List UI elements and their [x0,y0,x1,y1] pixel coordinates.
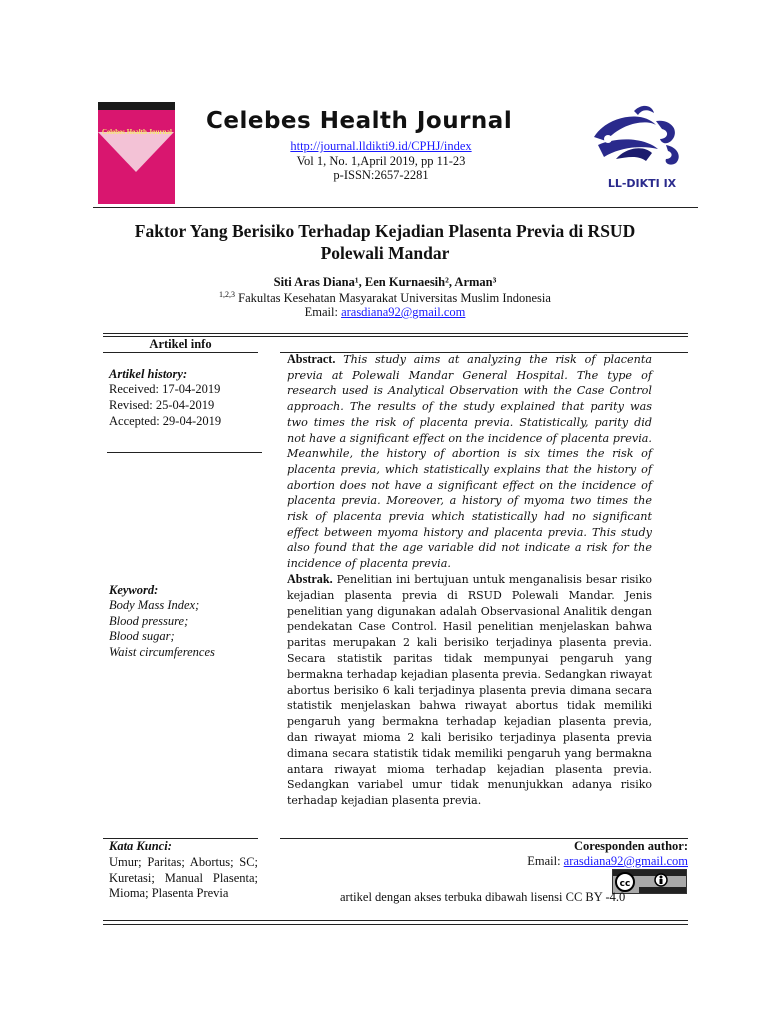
affiliation-superscript: 1,2,3 [219,290,236,299]
footer-border [103,920,688,921]
keyword-item: Blood sugar; [109,629,175,643]
kata-kunci-text: Umur; Paritas; Abortus; SC; Kuretasi; Manual Plasenta; Mioma; Plasenta Previa [109,855,258,900]
affiliation-text: Fakultas Kesehatan Masyarakat Universitas Muslim Indonesia [235,291,551,306]
artikel-info-heading: Artikel info [149,337,212,351]
footer-border-double [103,924,688,925]
keyword-item: Waist circumferences [109,644,215,659]
corresponding-email-link[interactable]: arasdiana92@gmail.com [563,854,688,868]
keyword-label: Keyword: [109,583,159,597]
revised-date: Revised: 25-04-2019 [109,398,215,412]
author-email-link[interactable]: arasdiana92@gmail.com [341,305,466,319]
accepted-date: Accepted: 29-04-2019 [109,414,222,428]
author-email-line [150,305,620,320]
keyword-list [109,598,215,660]
email-label: Email: [304,305,342,319]
header-divider [93,207,698,208]
journal-cover-image [98,102,175,204]
journal-url-line [240,139,522,154]
issn-line: p-ISSN:2657-2281 [333,168,429,182]
info-heading-underline [103,352,258,353]
lldikti-logo-text: LL-DIKTI IX [607,177,677,190]
corresponding-email-line [400,854,688,869]
article-title: Faktor Yang Berisiko Terhadap Kejadian Plasenta Previa di RSUD Polewali Mandar [134,221,636,263]
volume-line: Vol 1, No. 1,April 2019, pp 11-23 [296,154,466,168]
history-divider [107,452,262,453]
keyword-item: Blood pressure; [109,613,189,628]
abstract-english [287,352,652,572]
affiliation [150,290,620,306]
cover-title: Celebes Health Journal [102,128,172,136]
abstract-indonesian [287,572,652,809]
keyword-item: Body Mass Index; [109,598,200,612]
abstract-text: This study aims at analyzing the risk of placenta previa at Polewali Mandar General Hospital. The type of research used is Analytical Observation with the Case Control approach. The results of the study explained that parity was two times the risk of placenta previa. Statistically, parity did not have a significant effect on the incidence of placenta previa. Meanwhile, the history of abortion is six times the risk of placenta previa, which statistically explains that the history of abortion does not have a significant effect on the incidence of placenta previa. Moreover, a history of myoma two times the risk of placenta previa which statistically had no significant effect between myoma history and placenta previa. This study also found that the age variable did not indicate a risk for the incidence of placenta previa. [287,353,652,571]
lldikti-logo [586,97,696,192]
journal-url-link[interactable]: http://journal.lldikti9.id/CPHJ/index [290,139,472,153]
info-top-border [103,333,688,334]
abstrak-text: Penelitian ini bertujuan untuk menganalisis besar risiko kejadian plasenta previa di RSUD Polewali Mandar. Jenis penelitian yang digunakan adalah Observasional Analitik dengan pendekatan Case Control. Hasil penelitian menjelaskan bahwa paritas merupakan 2 kali berisiko terjadinya plasenta previa. Secara statistik paritas tidak mempunyai pengaruh yang bermakna terhadap kejadian plasenta previa. Sedangkan riwayat abortus berisiko 6 kali terjadinya plasenta previa dimana secara statistik menjelaskan bahwa riwayat abortus tidak memiliki pengaruh yang bermakna terhadap kejadian plasenta previa, dan riwayat mioma 2 kali berisiko terjadinya plasenta previa dimana secara statistik tidak memiliki pengaruh yang bermakna antara riwayat mioma terhadap kejadian plasenta previa. Sedangkan variabel umur tidak menunjukkan adanya risiko terhadap kejadian plasenta previa. [287,573,652,808]
authors: Siti Aras Diana¹, Een Kurnaesih², Arman³ [273,275,497,289]
corresponding-author-label: Coresponden author: [573,839,688,853]
abstrak-label: Abstrak. [287,572,333,586]
received-date: Received: 17-04-2019 [109,382,221,396]
history-label: Artikel history: [109,367,188,381]
kata-kunci-label: Kata Kunci: [109,839,172,853]
abstract-label: Abstract. [287,352,336,366]
corresponding-email-label: Email: [527,854,564,868]
svg-text:cc: cc [619,879,631,889]
license-text: artikel dengan akses terbuka dibawah lisensi CC BY -4.0 [340,890,626,904]
journal-title: Celebes Health Journal [206,108,513,134]
